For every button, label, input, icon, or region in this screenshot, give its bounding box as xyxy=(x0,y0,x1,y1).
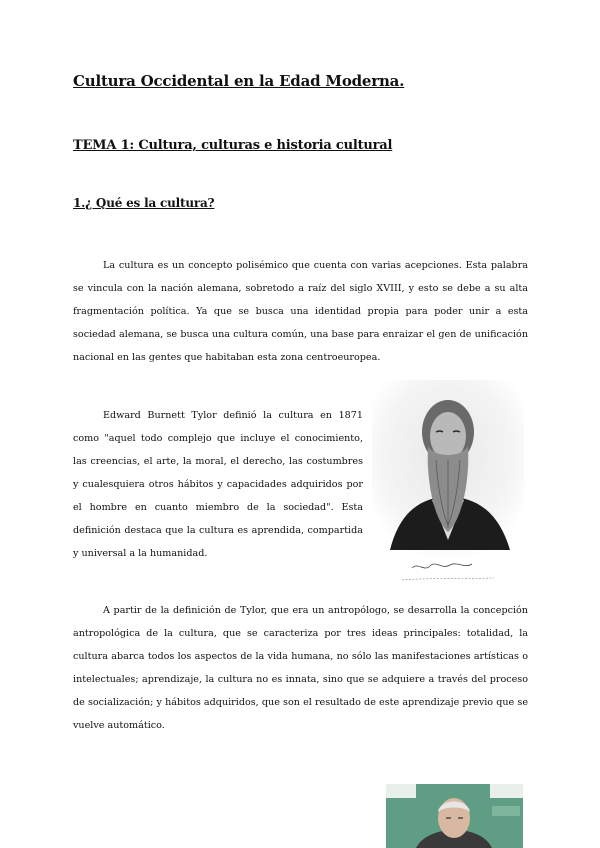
theme-heading: TEMA 1: Cultura, culturas e historia cultural xyxy=(73,138,393,153)
document-title: Cultura Occidental en la Edad Moderna. xyxy=(73,72,405,90)
paragraph-cultura-alemana: La cultura es un concepto polisémico que cuenta con varias acepciones. Esta palabra se vincula con la nación alemana, sobretodo a raíz del siglo XVIII, y esto se debe a su alta fragmentación política. Ya que se busca una identidad propia para poder unir a esta sociedad alemana, se busca una cultura común, una base para enraizar el gen de unificación nacional en las gentes que habitaban esta zona centroeuropea. xyxy=(73,260,528,363)
paragraph-concepcion-antropologica: A partir de la definición de Tylor, que era un antropólogo, se desarrolla la concepción antropológica de la cultura, que se caracteriza por tres ideas principales: totalidad, la cultura abarca todos los aspectos de la vida humana, no sólo las manifestaciones artísticas o intelectuales; aprendizaje, la cultura no es innata, sino que se adquiere a través del proceso de socialización; y hábitos adquiridos, que son el resultado de este aprendizaje previo que se vuelve automático. xyxy=(73,605,528,731)
speaker-photo-image xyxy=(386,784,523,848)
tylor-portrait-image xyxy=(372,380,524,590)
section-heading: 1.¿ Qué es la cultura? xyxy=(73,196,215,210)
paragraph-tylor-definicion: Edward Burnett Tylor definió la cultura en 1871 como "aquel todo complejo que incluye el conocimiento, las creencias, el arte, la moral, el derecho, las costumbres y cualesquiera otros hábitos y capacidades adquiridos por el hombre en cuanto miembro de la sociedad". Esta definición destaca que la cultura es aprendida, compartida y universal a la humanidad. xyxy=(73,410,363,559)
